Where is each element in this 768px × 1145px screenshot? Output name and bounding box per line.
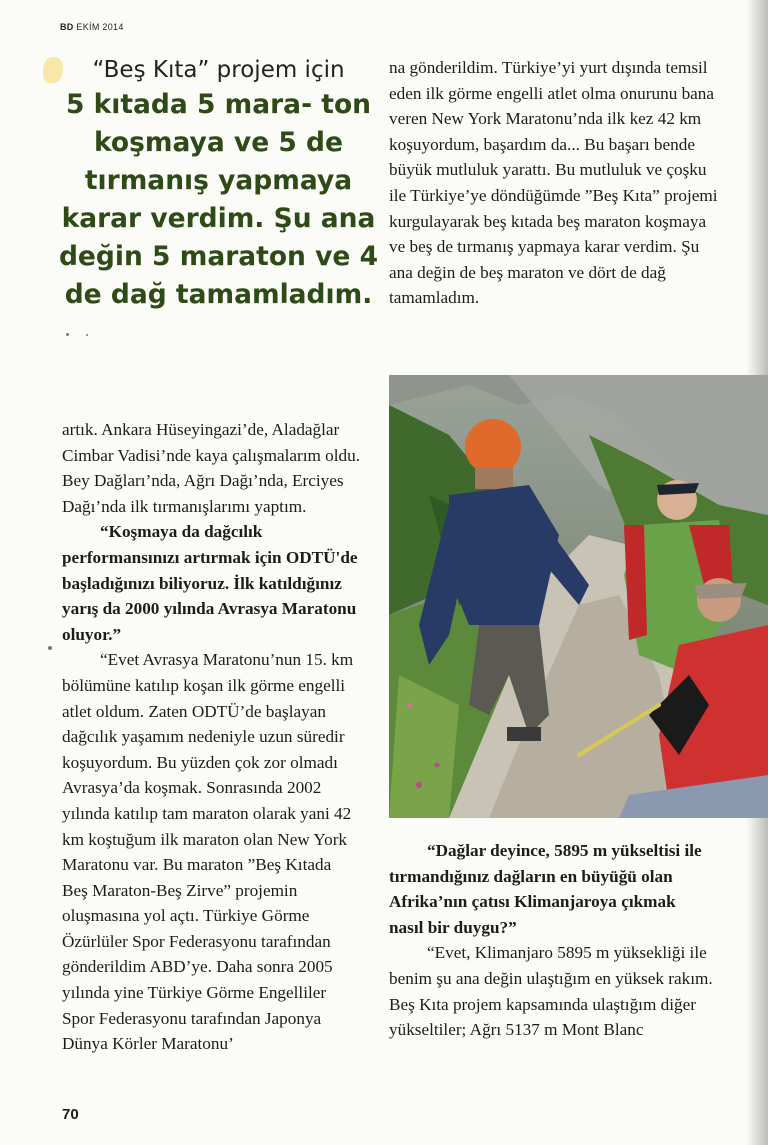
magazine-issue-tag: BD EKİM 2014 [60, 22, 124, 32]
article-column-right-bottom [389, 838, 714, 1043]
mountain-hikers-photo [389, 375, 768, 818]
pull-quote [56, 55, 381, 314]
paragraph: artık. Ankara Hüseyingazi’de, Aladağlar Cimbar Vadisi’nde kaya çalışmalarım oldu. Bey Dağları’nda, Ağrı Dağı’nda, Erciyes Dağı’nda ilk tırmanışlarımı yaptım. [62, 420, 361, 516]
page-number: 70 [62, 1106, 79, 1123]
paragraph: “Evet, Klimanjaro 5895 m yüksekliği ile benim şu ana değin ulaştığım en yüksek rakım. Beş Kıta projem kapsamında ulaştığım diğer yükseltiler; Ağrı 5137 m Mont Blanc [389, 943, 713, 1040]
article-column-right-top [389, 55, 719, 311]
interview-question: “Koşmaya da dağcılık performansınızı artırmak için ODTÜ'de başladığınızı biliyoruz. İlk katıldığınız yarış da 2000 yılında Avrasya Maratonu oluyor.” [62, 522, 358, 644]
print-speck [66, 333, 69, 336]
print-speck [48, 646, 52, 650]
print-speck [86, 334, 88, 336]
photo-illustration [389, 375, 768, 818]
paragraph: “Evet Avrasya Maratonu’nun 15. km bölümüne katılıp koşan ilk görme engelli atlet oldum. Zaten ODTÜ’de başlayan dağcılık yaşamım nedeniyle uzun süredir koşuyordum. Bu yüzden çok zor olmadı Avrasya’da koşmak. Sonrasında 2002 yılında katılıp tam maraton olarak yani 42 km koştuğum ilk maraton olan New York Maratonu var. Bu maraton ”Beş Kıtada Beş Maraton-Beş Zirve” projemin oluşmasına yol açtı. Türkiye Görme Özürlüler Spor Federasyonu tarafından gönderildim ABD’ye. Daha sonra 2005 yılında yine Türkiye Görme Engelliler Spor Federasyonu tarafından Japonya Dünya Körler Maratonu’ [62, 650, 354, 1054]
pull-quote-body: 5 kıtada 5 mara- ton koşmaya ve 5 de tırmanış yapmaya karar verdim. Şu ana değin 5 maraton ve 4 de dağ tamamladım. [58, 89, 379, 310]
paragraph: na gönderildim. Türkiye’yi yurt dışında temsil eden ilk görme engelli atlet olma onurunu bana veren New York Maratonu’nda ilk kez 42 km koşuyordum, başardım da... Bu başarı bende büyük mutluluk yarattı. Bu mutluluk ve çoşku ile Türkiye’ye döndüğümde ”Beş Kıta” projemi kurgulayarak beş kıtada beş maraton koşmaya ve beş de tırmanış yapmaya karar verdim. Şu ana değin de beş maraton ve dört de dağ tamamladım. [389, 58, 718, 308]
interview-question: “Dağlar deyince, 5895 m yükseltisi ile tırmandığınız dağların en büyüğü olan Afrika’nın çatısı Klimanjaroya çıkmak nasıl bir duygu?” [389, 841, 702, 937]
pull-quote-intro: “Beş Kıta” projem için [92, 57, 345, 83]
article-column-left [62, 417, 360, 1057]
